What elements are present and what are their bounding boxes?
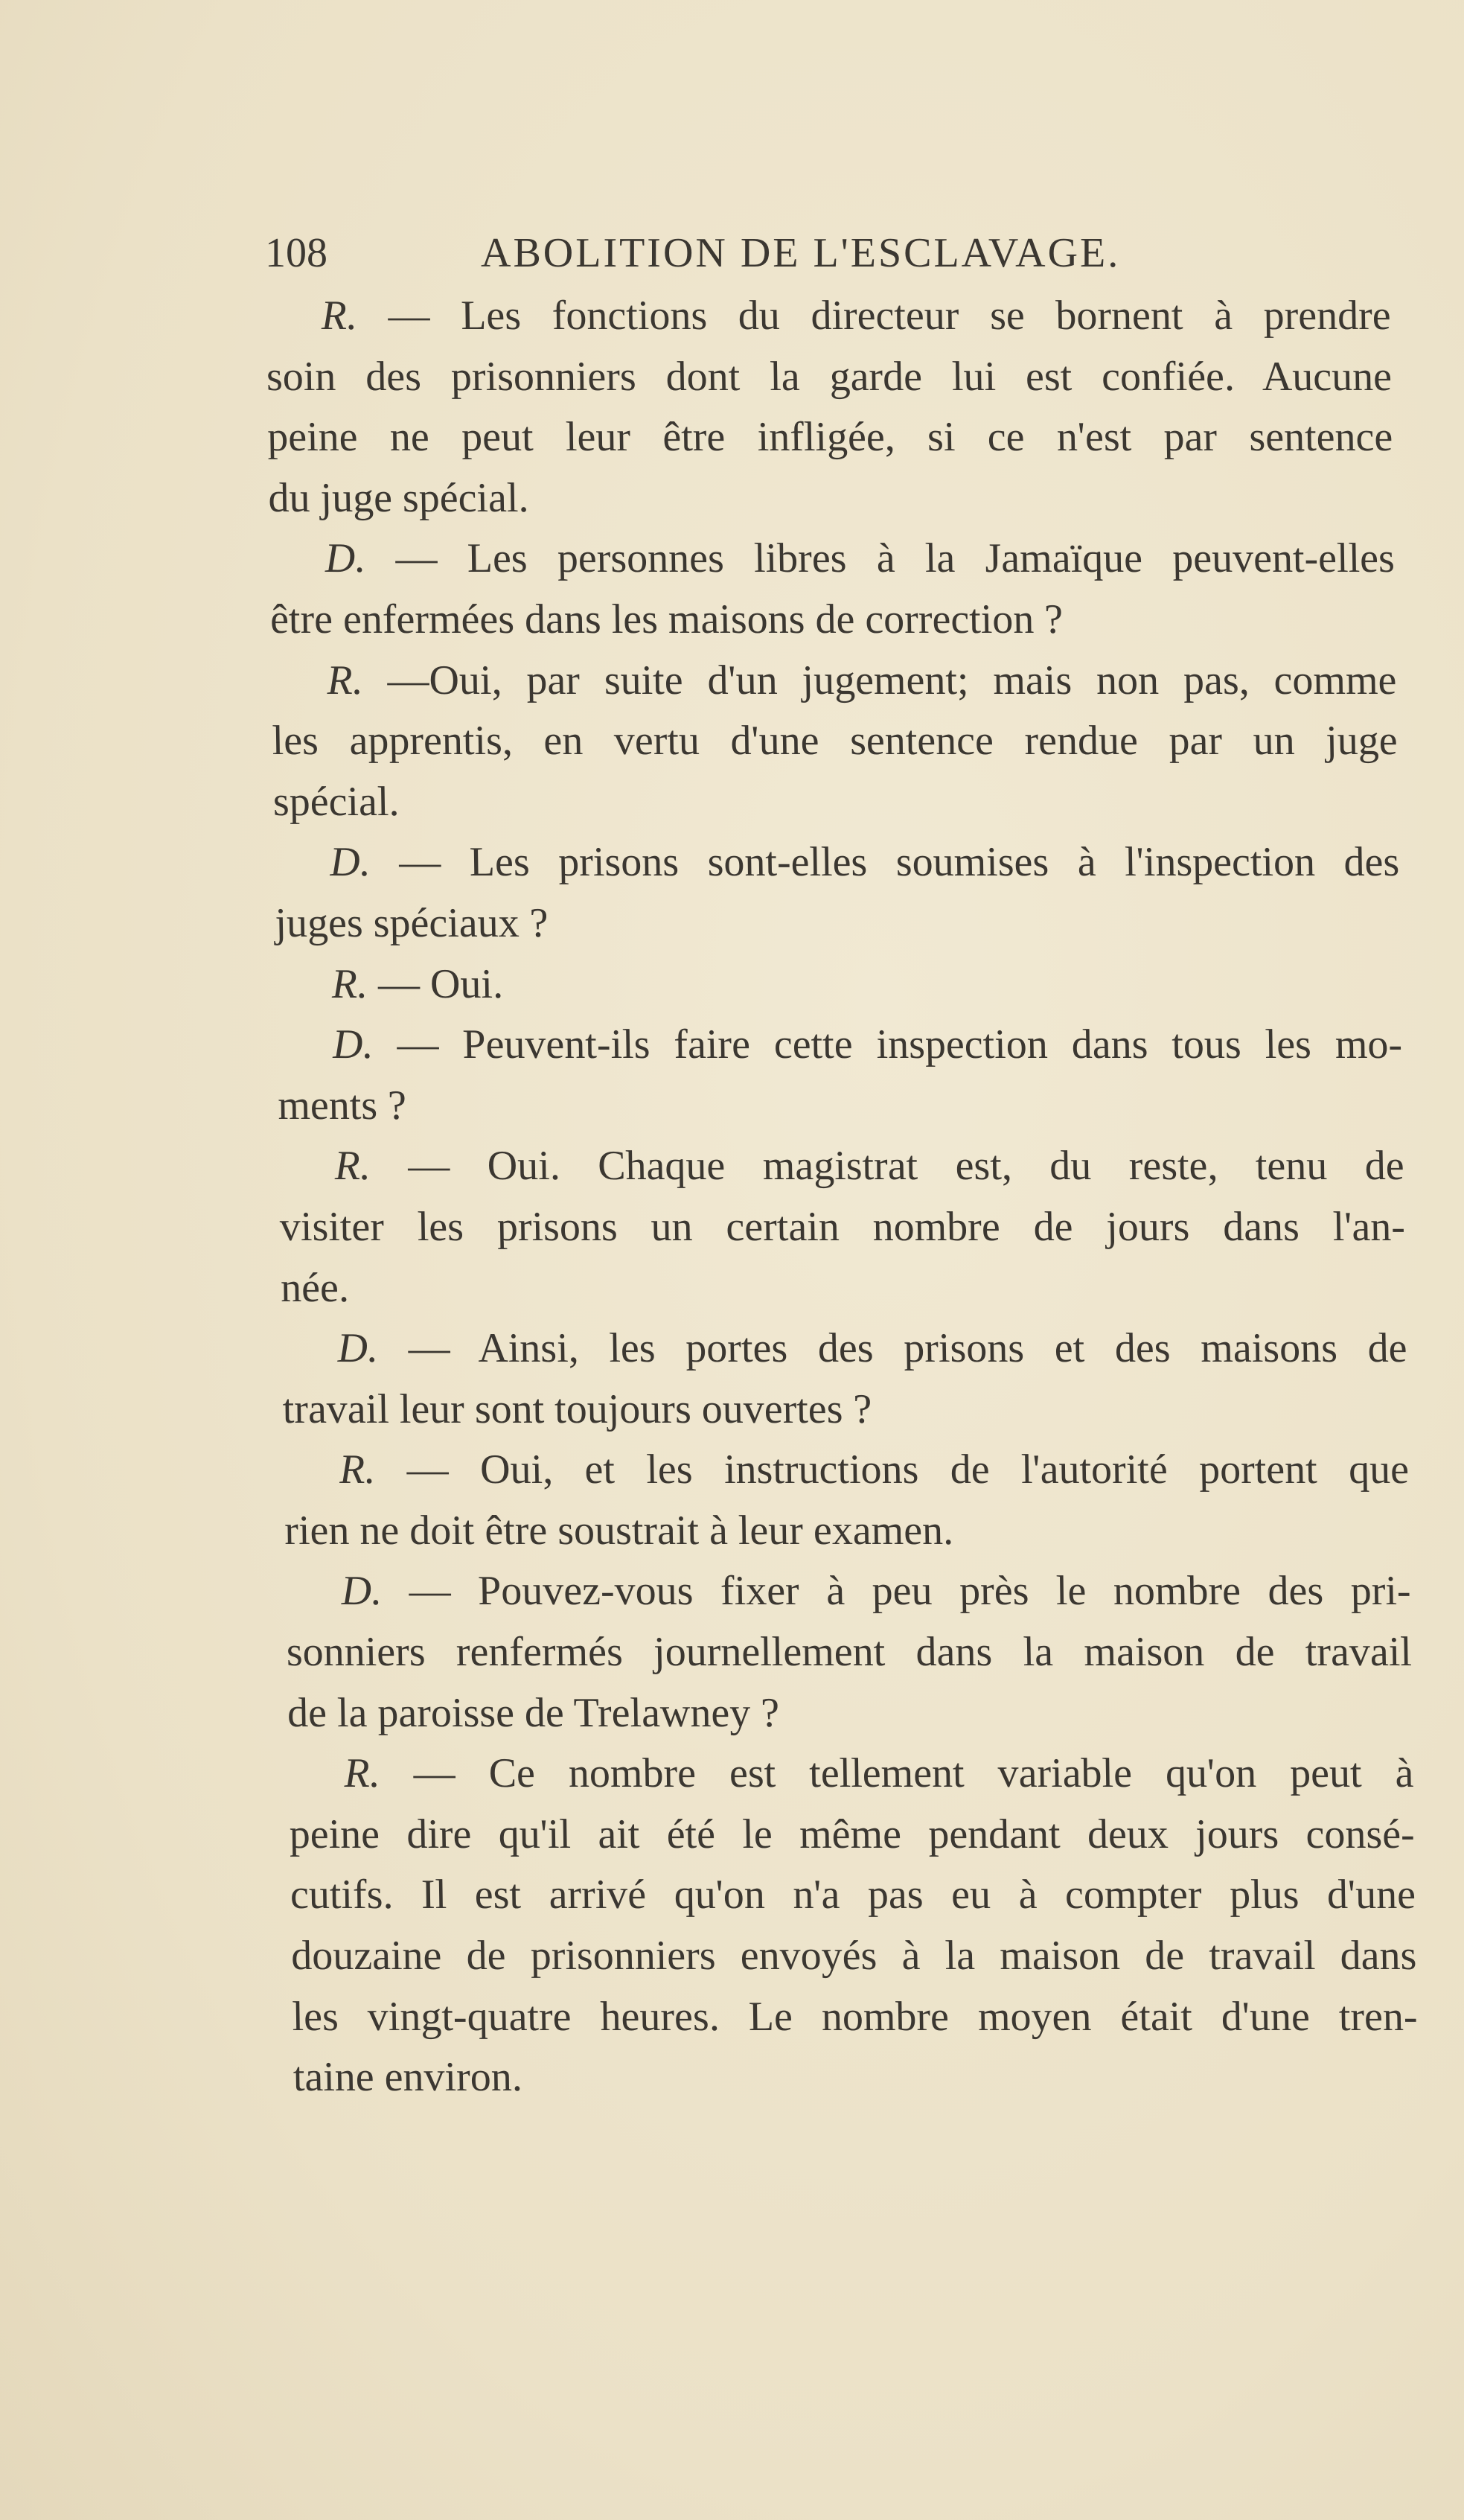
answer-paragraph [283,1440,1410,1561]
text-line [290,1865,1416,1926]
line-text: — Les fonctions du directeur se bornent à prendre [357,293,1392,339]
line-text: — Ce nombre est tellement variable qu'on peut à [380,1750,1414,1797]
text-line [278,1076,1404,1137]
line-text: les vingt-quatre heures. Le nombre moyen était d'une tren- [292,1993,1419,2040]
text-line [269,590,1396,651]
speaker-label: R. [334,1143,371,1190]
line-text: visiter les prisons un certain nombre de jours dans l'an- [279,1203,1406,1250]
text-line [268,468,1394,529]
body-text [265,286,1419,2108]
speaker-label: R. [343,1750,381,1797]
text-line [293,2047,1419,2108]
line-text: spécial. [272,778,400,825]
text-line [281,1258,1407,1319]
text-line [267,407,1393,468]
line-text: sonniers renfermés journellement dans la maison de travail [286,1629,1413,1676]
line-text: née. [280,1264,350,1311]
line-text: peine ne peut leur être infligée, si ce n'est par sentence [266,414,1393,461]
answer-paragraph [275,954,1401,1015]
line-text: — Pouvez-vous fixer à peu près le nombre des pri- [381,1568,1412,1615]
line-text: être enfermées dans les maisons de correction ? [269,596,1064,642]
line-text: — Oui. [367,960,504,1007]
line-text: — Les prisons sont-elles soumises à l'inspection des [370,839,1400,886]
answer-paragraph [288,1744,1419,2108]
running-title: ABOLITION DE L'ESCLAVAGE. [481,230,1121,276]
text-line [289,1805,1415,1866]
line-text: douzaine de prisonniers envoyés à la maison de travail dans [290,1933,1417,1980]
speaker-label: R. [326,657,364,704]
text-line [285,1561,1411,1622]
speaker-label: D. [341,1568,383,1615]
speaker-label: D. [336,1325,379,1372]
text-line [282,1379,1408,1441]
page-header [265,223,1158,283]
text-line [271,651,1397,712]
text-line [286,1622,1412,1683]
text-line [272,772,1399,833]
text-line [283,1440,1409,1501]
speaker-label: R. [331,960,368,1007]
text-line [279,1197,1405,1258]
text-line [291,1926,1417,1987]
line-text: de la paroisse de Trelawney ? [287,1689,780,1736]
line-text: ments ? [277,1082,407,1129]
text-line [272,711,1398,772]
text-line [278,1136,1404,1197]
line-text: taine environ. [293,2054,523,2101]
line-text: — Peuvent-ils faire cette inspection dans tous les mo- [372,1021,1403,1068]
text-line [292,1987,1418,2048]
text-line [288,1744,1414,1805]
text-line [281,1318,1407,1379]
question-paragraph [269,529,1396,650]
text-line [287,1683,1413,1744]
line-text: juges spéciaux ? [274,899,549,946]
speaker-label: D. [325,535,366,582]
page-number: 108 [265,230,327,276]
answer-paragraph [271,651,1399,833]
line-text: les apprentis, en vertu d'une sentence rendue par un juge [272,718,1399,765]
text-line [276,1015,1402,1076]
text-line [274,832,1400,893]
line-text: — Ainsi, les portes des prisons et des maisons de [377,1325,1407,1372]
line-text: rien ne doit être soustrait à leur examen. [284,1507,954,1554]
line-text: soin des prisonniers dont la garde lui est confiée. Aucune [266,353,1393,400]
text-line [284,1501,1410,1562]
line-text: du juge spécial. [267,474,529,521]
answer-paragraph [265,286,1394,529]
question-paragraph [281,1318,1409,1440]
question-paragraph [276,1015,1404,1136]
text-line [275,954,1401,1015]
question-paragraph [285,1561,1413,1744]
line-text: — Les personnes libres à la Jamaïque peuvent-elles [365,535,1396,582]
line-text: peine dire qu'il ait été le même pendant deux jours consé- [289,1811,1416,1857]
text-line [269,529,1395,590]
answer-paragraph [278,1136,1407,1318]
speaker-label: R. [339,1446,376,1493]
speaker-label: D. [329,839,371,886]
question-paragraph [274,832,1401,954]
text-line [275,893,1401,954]
text-line [266,347,1392,408]
speaker-label: D. [332,1021,374,1068]
line-text: cutifs. Il est arrivé qu'on n'a pas eu à compter plus d'une [290,1872,1416,1918]
speaker-label: R. [321,293,358,339]
line-text: — Oui, et les instructions de l'autorité portent que [374,1446,1410,1493]
text-line [265,286,1391,347]
line-text: — Oui. Chaque magistrat est, du reste, tenu de [370,1143,1405,1190]
line-text: —Oui, par suite d'un jugement; mais non pas, comme [362,657,1397,704]
line-text: travail leur sont toujours ouvertes ? [282,1385,872,1432]
